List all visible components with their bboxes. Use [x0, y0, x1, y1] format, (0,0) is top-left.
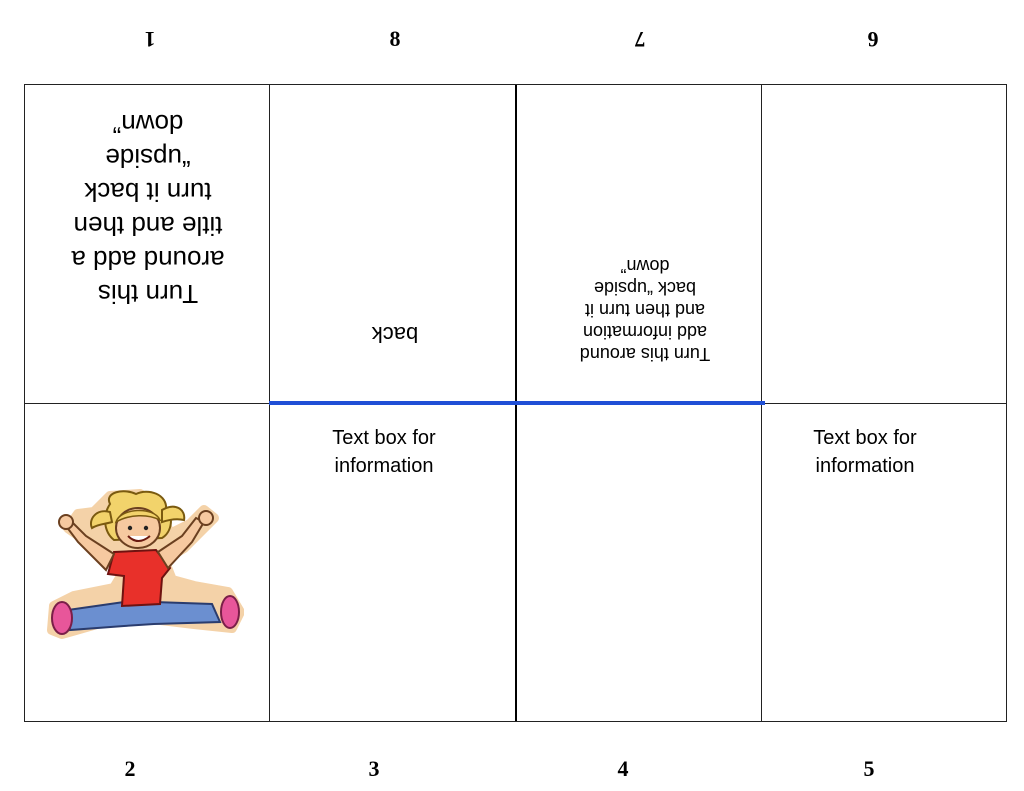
page-number-5: 5 [863, 756, 875, 781]
text-box-information-right: Text box for information [813, 427, 917, 477]
page-number-3: 3 [368, 756, 380, 781]
page-number-8: 8 [389, 26, 401, 51]
jumping-girl-illustration [44, 488, 244, 640]
right-hand [199, 511, 213, 525]
page-number-4: 4 [617, 756, 629, 781]
page-number-6: 6 [867, 27, 879, 52]
fold-line [269, 401, 765, 405]
left-hand [59, 515, 73, 529]
text-box-information-left: Text box for information [332, 427, 436, 477]
info-instruction-text: Turn this around add information and then turn it back “upside down” [579, 256, 711, 364]
right-pigtail [162, 507, 184, 522]
page-number-2: 2 [124, 756, 136, 781]
left-shoe [52, 602, 72, 634]
title-instruction-text: Turn this around add a title and then turn it back “upside down” [71, 109, 225, 309]
back-label: back [371, 322, 419, 347]
page-number-7: 7 [634, 27, 646, 52]
page-number-1: 1 [144, 27, 156, 52]
right-shoe [221, 596, 239, 628]
